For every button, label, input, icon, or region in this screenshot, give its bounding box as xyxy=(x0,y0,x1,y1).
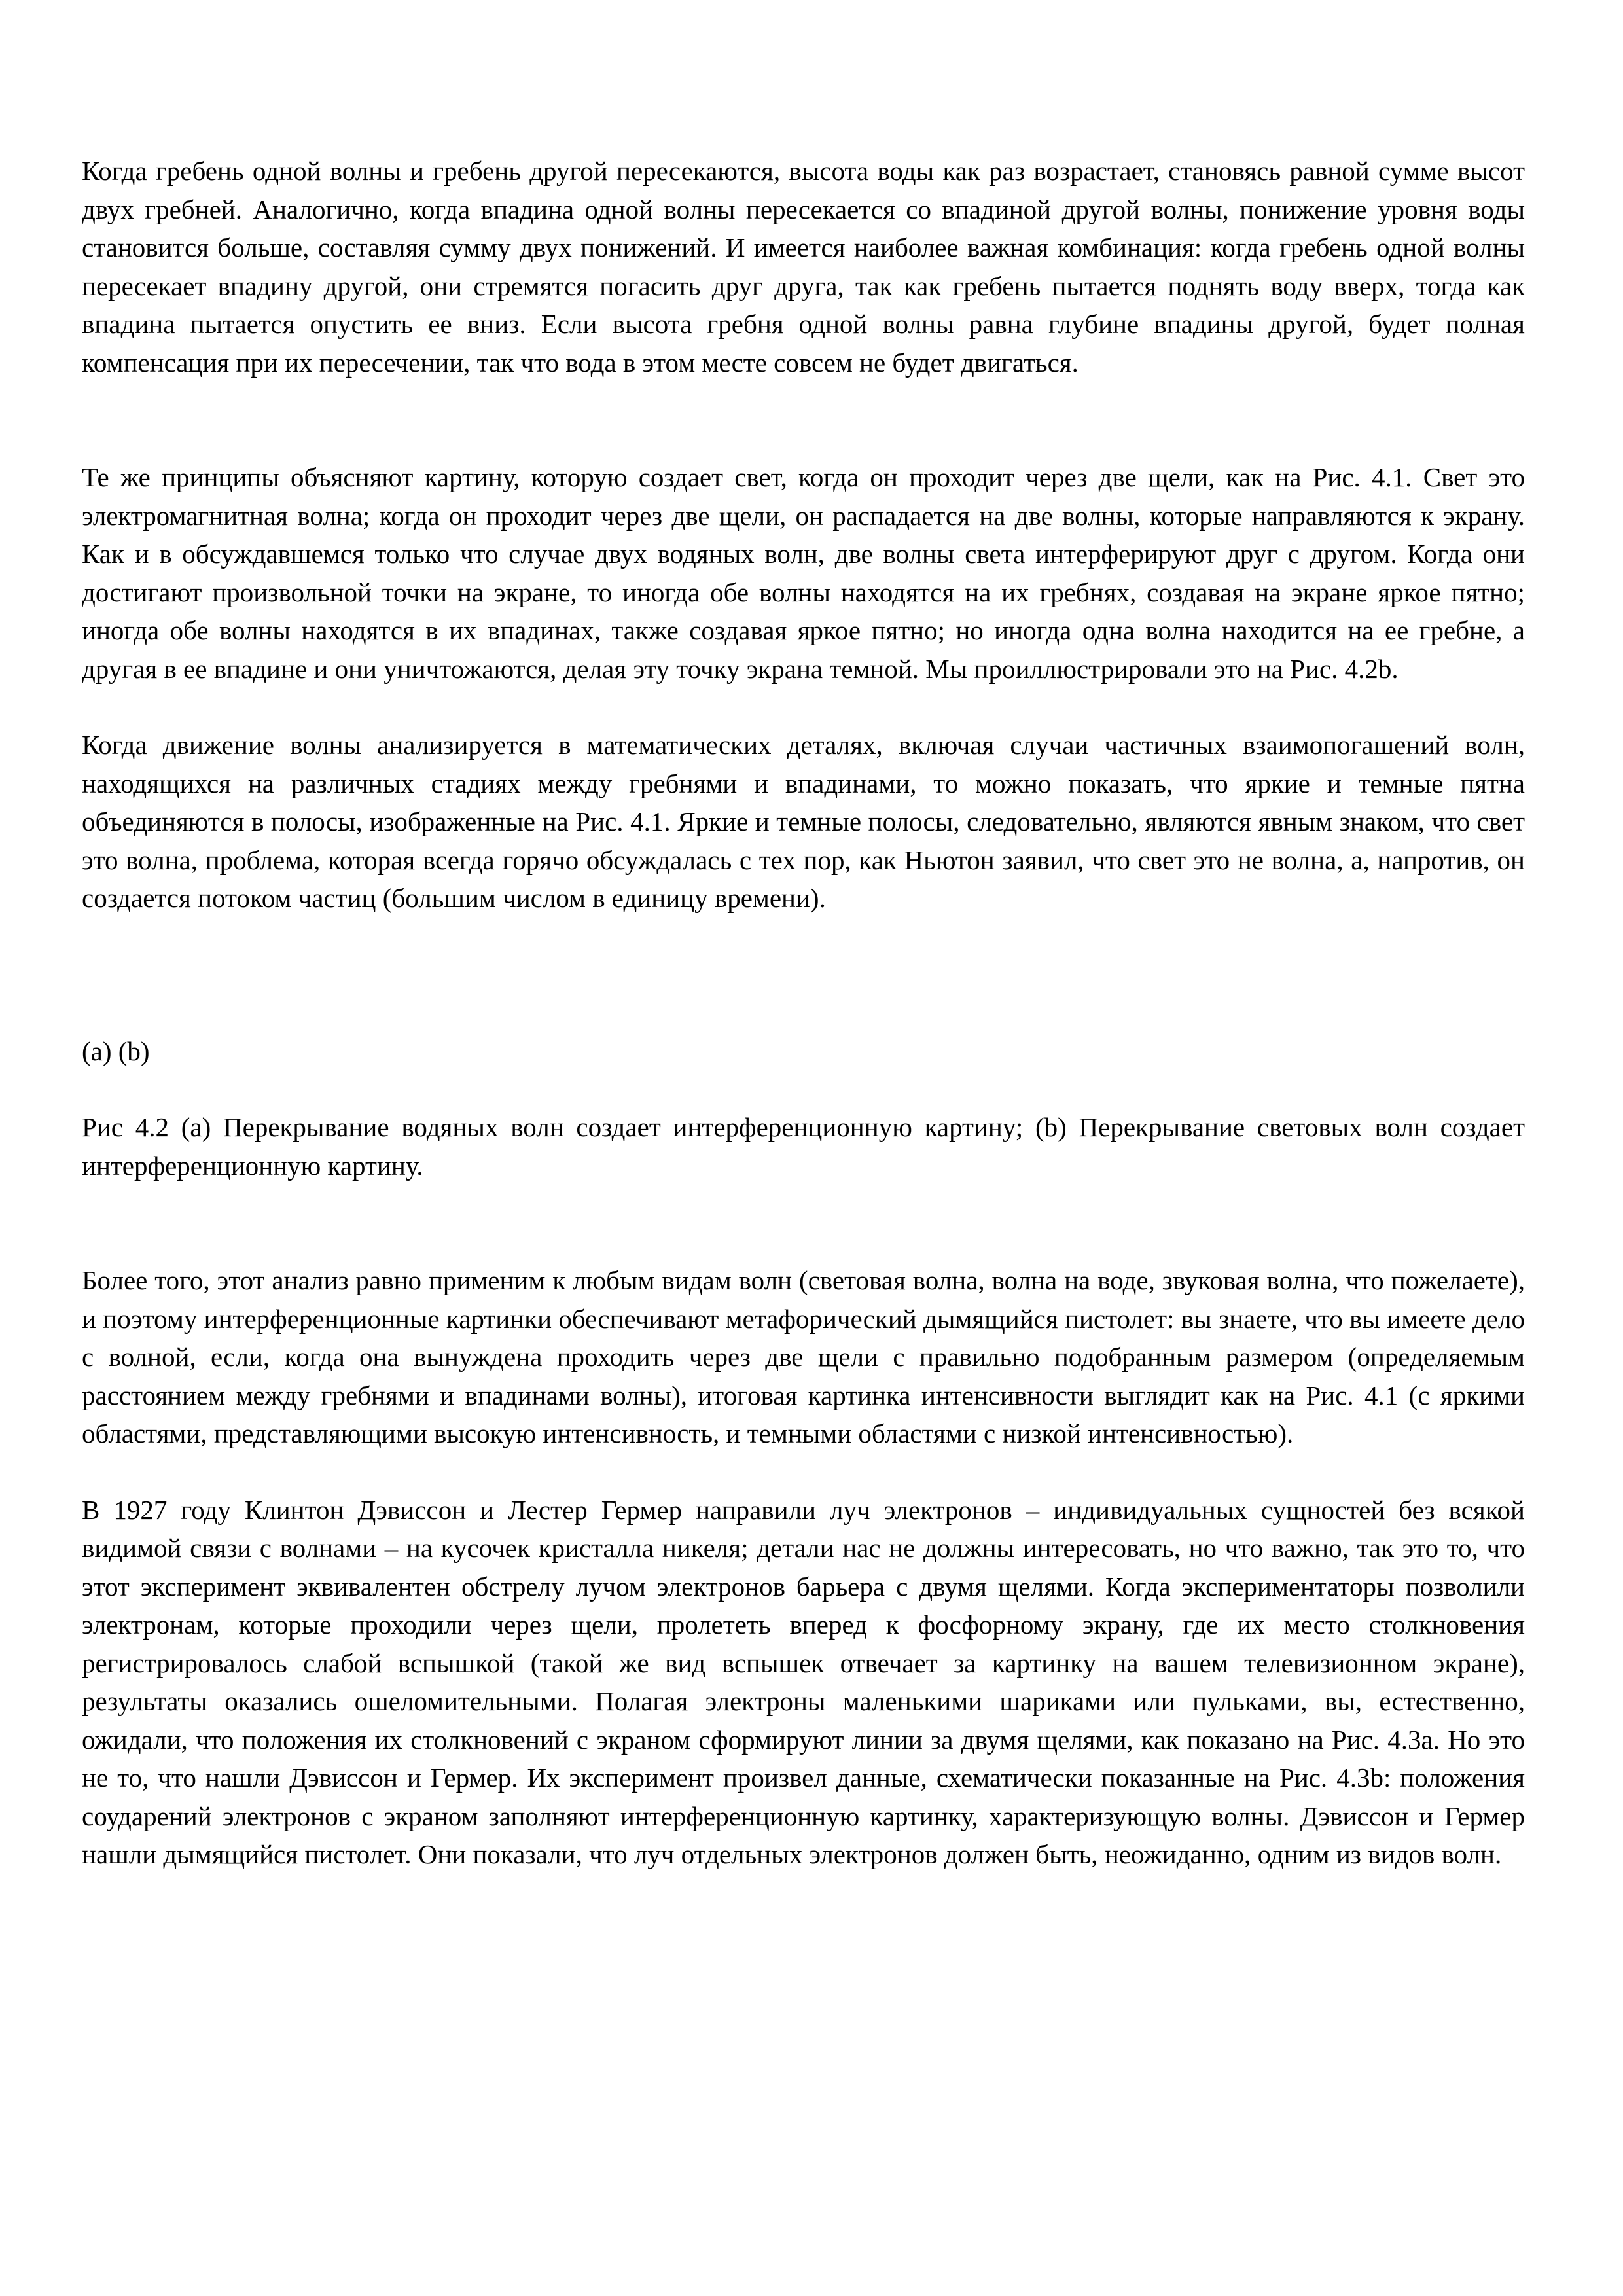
paragraph-davisson-germer: В 1927 году Клинтон Дэвиссон и Лестер Гермер направили луч электронов – индивидуальных сущностей без всякой видимой связи с волнами – на кусочек кристалла никеля; детали нас не должны интересовать, но что важно, так это то, что этот эксперимент эквивалентен обстрелу лучом электронов барьера с двумя щелями. Когда экспериментаторы позволили электронам, которые проходили через щели, пролететь вперед к фосфорному экрану, где их место столкновения регистрировалось слабой вспышкой (такой же вид вспышек отвечает за картинку на вашем телевизионном экране), результаты оказались ошеломительными. Полагая электроны маленькими шариками или пульками, вы, естественно, ожидали, что положения их столкновений с экраном сформируют линии за двумя щелями, как показано на Рис. 4.3a. Но это не то, что нашли Дэвиссон и Гермер. Их эксперимент произвел данные, схематически показанные на Рис. 4.3b: положения соударений электронов с экраном заполняют интерференционную картинку, характеризующую волны. Дэвиссон и Гермер нашли дымящийся пистолет. Они показали, что луч отдельных электронов должен быть, неожиданно, одним из видов волн. xyxy=(82,1494,1525,1869)
figure-labels: (a) (b) xyxy=(82,1035,150,1066)
figure-caption: Рис 4.2 (a) Перекрывание водяных волн создает интерференционную картину; (b) Перекрывание световых волн создает интерференционную картину. xyxy=(82,1112,1525,1181)
paragraph-two-slits-light: Те же принципы объясняют картину, которую создает свет, когда он проходит через две щели, как на Рис. 4.1. Свет это электромагнитная волна; когда он проходит через две щели, он распадается на две волны, которые направляются к экрану. Как и в обсуждавшемся только что случае двух водяных волн, две волны света интерферируют друг с другом. Когда они достигают произвольной точки на экране, то иногда обе волны находятся на их гребнях, создавая на экране яркое пятно; иногда обе волны находятся в их впадинах, также создавая яркое пятно; но иногда одна волна находится на ее гребне, а другая в ее впадине и они уничтожаются, делая эту точку экрана темной. Мы проиллюстрировали это на Рис. 4.2b. xyxy=(82,462,1525,684)
document-page xyxy=(82,152,1525,1874)
paragraph-smoking-gun: Более того, этот анализ равно применим к любым видам волн (световая волна, волна на воде, звуковая волна, что пожелаете), и поэтому интерференционные картинки обеспечивают метафорический дымящийся пистолет: вы знаете, что вы имеете дело с волной, если, когда она вынуждена проходить через две щели с правильно подобранным размером (определяемым расстоянием между гребнями и впадинами волны), итоговая картинка интенсивности выглядит как на Рис. 4.1 (с яркими областями, представляющими высокую интенсивность, и темными областями с низкой интенсивностью). xyxy=(82,1265,1525,1448)
paragraph-wave-crests: Когда гребень одной волны и гребень другой пересекаются, высота воды как раз возрастает, становясь равной сумме высот двух гребней. Аналогично, когда впадина одной волны пересекается со впадиной другой волны, понижение уровня воды становится больше, составляя сумму двух понижений. И имеется наиболее важная комбинация: когда гребень одной волны пересекает впадину другой, они стремятся погасить друг друга, так как гребень пытается поднять воду вверх, тогда как впадина пытается опустить ее вниз. Если высота гребня одной волны равна глубине впадины другой, будет полная компенсация при их пересечении, так что вода в этом месте совсем не будет двигаться. xyxy=(82,156,1525,378)
paragraph-bright-dark-bands: Когда движение волны анализируется в математических деталях, включая случаи частичных взаимопогашений волн, находящихся на различных стадиях между гребнями и впадинами, то можно показать, что яркие и темные пятна объединяются в полосы, изображенные на Рис. 4.1. Яркие и темные полосы, следовательно, являются явным знаком, что свет это волна, проблема, которая всегда горячо обсуждалась с тех пор, как Ньютон заявил, что свет это не волна, а, напротив, он создается потоком частиц (большим числом в единицу времени). xyxy=(82,730,1525,913)
